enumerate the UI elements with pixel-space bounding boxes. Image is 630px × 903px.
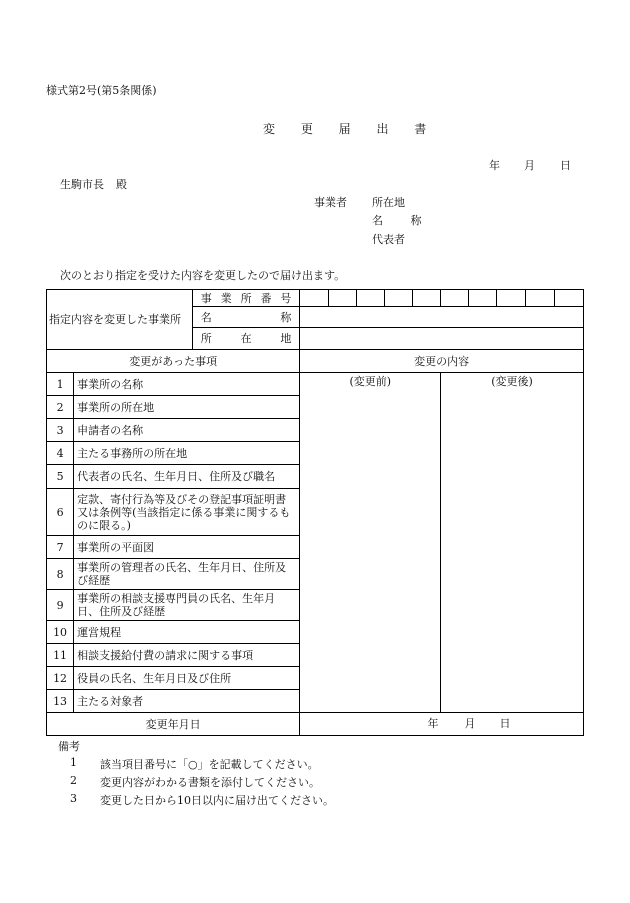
change-content-header: 変更の内容: [300, 350, 584, 373]
office-number-box[interactable]: [412, 290, 440, 307]
item-number: 12: [47, 667, 74, 690]
note-number: 3: [70, 792, 77, 805]
addressee-suffix: 殿: [116, 178, 127, 191]
office-number-box[interactable]: [384, 290, 412, 307]
item-text: 主たる対象者: [74, 690, 300, 713]
office-address-field[interactable]: [300, 328, 584, 350]
change-date-day: 日: [499, 717, 511, 730]
item-text: 事業所の所在地: [74, 396, 300, 419]
office-number-box[interactable]: [441, 290, 469, 307]
office-number-label: 事 業 所 番 号: [192, 290, 300, 307]
intro-text: 次のとおり指定を受けた内容を変更したので届け出ます。: [60, 269, 346, 282]
item-text: 運営規程: [74, 621, 300, 644]
item-text: 事業所の名称: [74, 373, 300, 396]
item-number: 7: [47, 536, 74, 559]
note-text: 変更内容がわかる書類を添付してください。: [100, 776, 320, 789]
note-number: 1: [70, 756, 77, 769]
item-number: 6: [47, 489, 74, 536]
note-text: 変更した日から10日以内に届け出てください。: [100, 794, 334, 807]
office-number-box[interactable]: [525, 290, 554, 307]
operator-representative-label: 代表者: [372, 233, 405, 246]
change-notification-table: [46, 289, 584, 736]
item-number: 9: [47, 590, 74, 621]
item-number: 11: [47, 644, 74, 667]
item-text: 事業所の管理者の氏名、生年月日、住所及び経歴: [74, 559, 300, 590]
item-number: 13: [47, 690, 74, 713]
change-date-month: 月: [464, 717, 476, 730]
operator-address-label: 所在地: [372, 196, 405, 209]
date-day-label: 日: [560, 159, 571, 172]
before-change-label: (変更前): [349, 375, 392, 388]
item-text: 役員の氏名、生年月日及び住所: [74, 667, 300, 690]
item-number: 8: [47, 559, 74, 590]
change-date-year: 年: [427, 717, 439, 730]
after-change-area[interactable]: [441, 373, 584, 713]
operator-label: 事業者: [314, 196, 347, 209]
item-number: 1: [47, 373, 74, 396]
item-number: 5: [47, 465, 74, 489]
operator-name-label: 名 称: [372, 214, 434, 227]
item-text: 主たる事務所の所在地: [74, 442, 300, 465]
item-number: 4: [47, 442, 74, 465]
item-text: 申請者の名称: [74, 419, 300, 442]
office-number-box[interactable]: [356, 290, 384, 307]
changed-items-header: 変更があった事項: [47, 350, 300, 373]
item-number: 2: [47, 396, 74, 419]
addressee-name: 生駒市長: [60, 178, 104, 191]
item-text: 相談支援給付費の請求に関する事項: [74, 644, 300, 667]
remarks-title: 備考: [58, 740, 80, 753]
form-title: 変 更 届 出 書: [263, 122, 438, 136]
office-number-box[interactable]: [469, 290, 497, 307]
item-number: 10: [47, 621, 74, 644]
change-date-label: 変更年月日: [47, 713, 300, 736]
change-date-field[interactable]: [300, 713, 584, 736]
office-name-label: 名 称: [192, 307, 300, 328]
item-text: 事業所の平面図: [74, 536, 300, 559]
office-number-box[interactable]: [300, 290, 328, 307]
office-name-field[interactable]: [300, 307, 584, 328]
note-text: 該当項目番号に「○」を記載してください。: [100, 758, 319, 771]
office-number-box[interactable]: [328, 290, 356, 307]
office-number-box[interactable]: [554, 290, 583, 307]
note-number: 2: [70, 774, 77, 787]
item-number: 3: [47, 419, 74, 442]
after-change-label: (変更後): [491, 375, 533, 388]
item-text: 事業所の相談支援専門員の氏名、生年月日、住所及び経歴: [74, 590, 300, 621]
before-change-area[interactable]: [300, 373, 441, 713]
office-section-label: 指定内容を変更した事業所: [47, 290, 193, 350]
date-month-label: 月: [524, 159, 535, 172]
office-address-label: 所 在 地: [192, 328, 300, 350]
office-number-box[interactable]: [497, 290, 525, 307]
form-number: 様式第2号(第5条関係): [46, 84, 157, 97]
item-text: 代表者の氏名、生年月日、住所及び職名: [74, 465, 300, 489]
item-text: 定款、寄付行為等及びその登記事項証明書又は条例等(当該指定に係る事業に関するものに限る。): [74, 489, 300, 536]
date-year-label: 年: [489, 159, 500, 172]
